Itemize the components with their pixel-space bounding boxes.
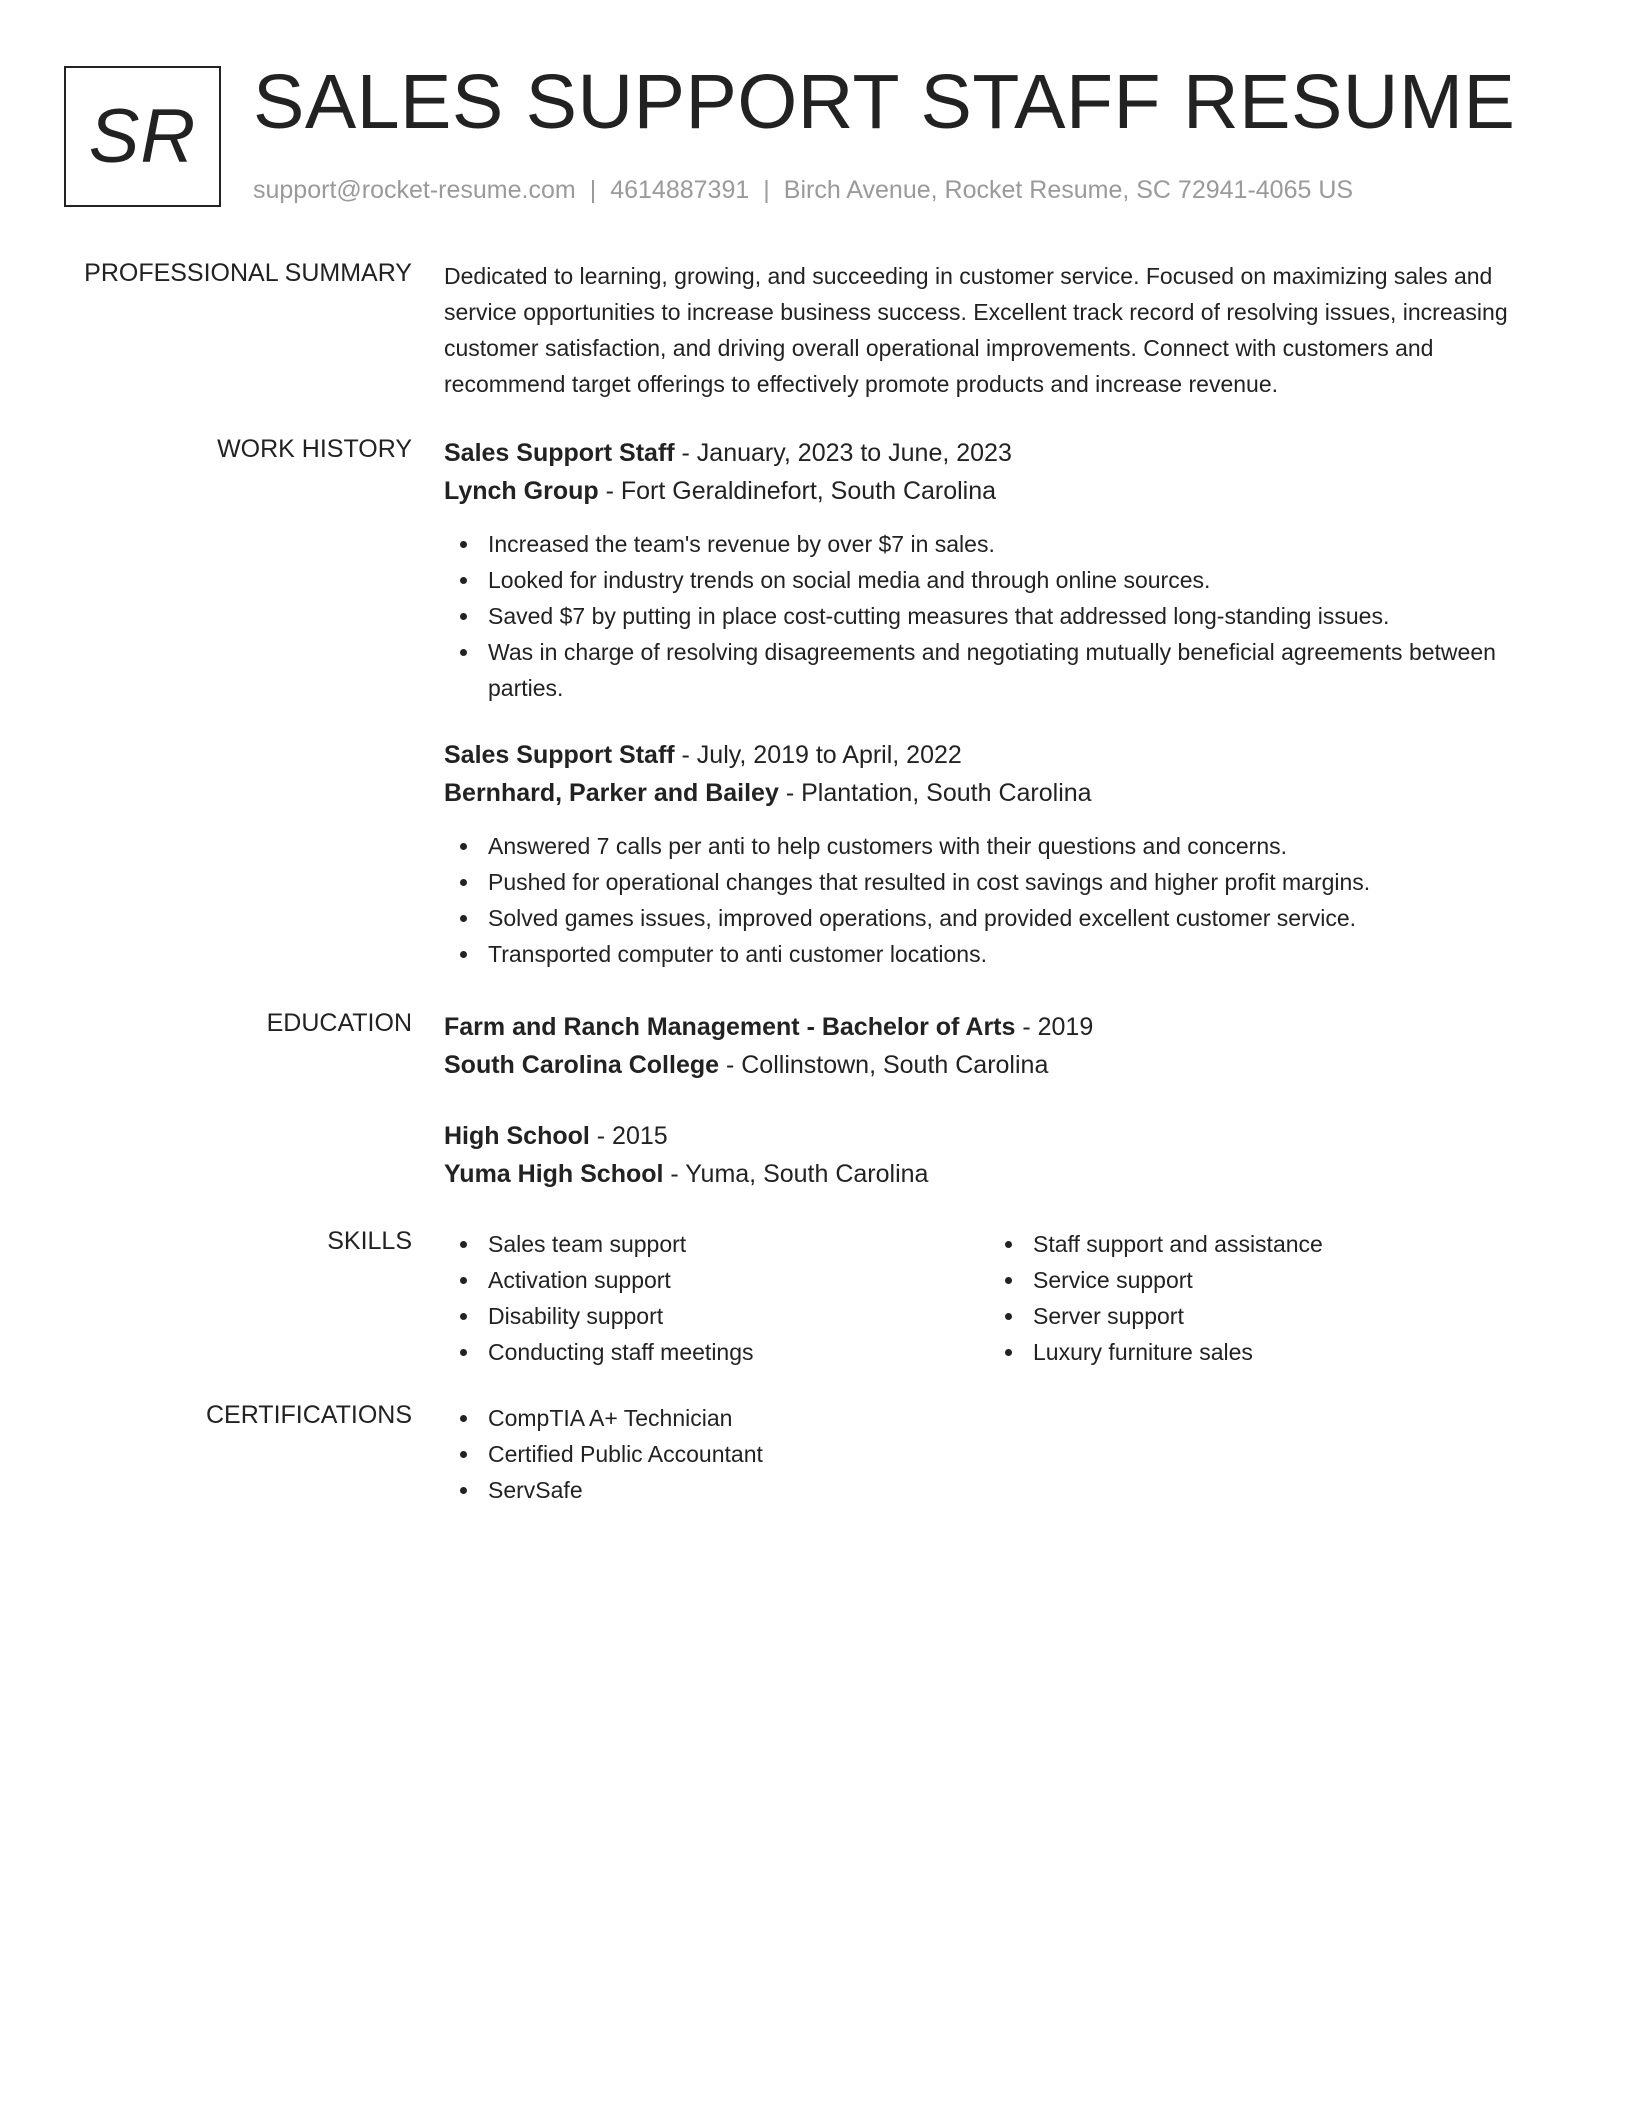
bullet-text: Answered 7 calls per anti to help customers with their questions and concerns. bbox=[488, 833, 1288, 859]
job-company-line bbox=[444, 774, 1524, 812]
job-title: Sales Support Staff bbox=[444, 439, 675, 467]
list-item bbox=[444, 1262, 754, 1298]
monogram-logo bbox=[64, 66, 221, 207]
school-line bbox=[444, 1046, 1524, 1084]
certification-text: Certified Public Accountant bbox=[488, 1441, 763, 1467]
list-item bbox=[989, 1262, 1323, 1298]
list-item bbox=[444, 864, 1524, 900]
bullet-icon bbox=[460, 1349, 467, 1356]
job-entry bbox=[444, 736, 1524, 972]
job-title: Sales Support Staff bbox=[444, 741, 675, 769]
resume-title: SALES SUPPORT STAFF RESUME bbox=[253, 59, 1516, 145]
bullet-icon bbox=[460, 613, 467, 620]
skill-text: Disability support bbox=[488, 1303, 664, 1329]
job-bullets bbox=[444, 526, 1524, 706]
bullet-icon bbox=[1005, 1277, 1012, 1284]
summary-body bbox=[444, 258, 1524, 402]
bullet-icon bbox=[460, 541, 467, 548]
job-location: - Plantation, South Carolina bbox=[778, 779, 1092, 807]
degree: High School bbox=[444, 1122, 590, 1150]
contact-separator: | bbox=[763, 176, 770, 204]
skills-body bbox=[444, 1226, 1524, 1376]
skill-text: Service support bbox=[1033, 1267, 1193, 1293]
job-bullets bbox=[444, 828, 1524, 972]
list-item bbox=[989, 1226, 1323, 1262]
summary-text: Dedicated to learning, growing, and succeeding in customer service. Focused on maximizing sales and service opportunities to increase business success. Excellent track record of resolving issues, increasing customer satisfaction, and driving overall operational improvements. Connect with customers and recommend target offerings to effectively promote products and increase revenue. bbox=[444, 263, 1508, 397]
job-title-line bbox=[444, 434, 1524, 472]
certification-text: CompTIA A+ Technician bbox=[488, 1405, 733, 1431]
list-item bbox=[989, 1334, 1323, 1370]
contact-phone: 4614887391 bbox=[610, 176, 750, 204]
list-item bbox=[989, 1298, 1323, 1334]
bullet-text: Pushed for operational changes that resulted in cost savings and higher profit margins. bbox=[488, 869, 1371, 895]
list-item bbox=[444, 1400, 1524, 1436]
list-item bbox=[444, 900, 1524, 936]
school-location: - Collinstown, South Carolina bbox=[719, 1051, 1049, 1079]
bullet-icon bbox=[460, 649, 467, 656]
initials: SR bbox=[88, 94, 197, 179]
bullet-icon bbox=[460, 1415, 467, 1422]
education-body bbox=[444, 1008, 1524, 1193]
bullet-icon bbox=[1005, 1349, 1012, 1356]
list-item bbox=[444, 936, 1524, 972]
bullet-icon bbox=[460, 1451, 467, 1458]
job-company: Bernhard, Parker and Bailey bbox=[444, 779, 779, 807]
degree: Farm and Ranch Management - Bachelor of Arts bbox=[444, 1013, 1016, 1041]
school-line bbox=[444, 1155, 1524, 1193]
bullet-icon bbox=[460, 1277, 467, 1284]
bullet-icon bbox=[460, 1313, 467, 1320]
job-dates: - July, 2019 to April, 2022 bbox=[674, 741, 962, 769]
school: Yuma High School bbox=[444, 1160, 664, 1188]
skill-text: Conducting staff meetings bbox=[488, 1339, 754, 1365]
list-item bbox=[444, 828, 1524, 864]
job-company-line bbox=[444, 472, 1524, 510]
skills-heading: SKILLS bbox=[327, 1227, 412, 1255]
skills-list-left bbox=[444, 1226, 754, 1370]
certifications-heading: CERTIFICATIONS bbox=[205, 1401, 412, 1429]
education-entry bbox=[444, 1008, 1524, 1084]
degree-line bbox=[444, 1117, 1524, 1155]
bullet-icon bbox=[460, 915, 467, 922]
skill-text: Activation support bbox=[488, 1267, 671, 1293]
job-company: Lynch Group bbox=[444, 477, 599, 505]
contact-line bbox=[253, 174, 1353, 206]
skill-text: Server support bbox=[1033, 1303, 1184, 1329]
school: South Carolina College bbox=[444, 1051, 720, 1079]
skill-text: Luxury furniture sales bbox=[1033, 1339, 1253, 1365]
contact-email: support@rocket-resume.com bbox=[253, 176, 576, 204]
skill-text: Sales team support bbox=[488, 1231, 687, 1257]
list-item bbox=[444, 1226, 754, 1262]
job-dates: - January, 2023 to June, 2023 bbox=[674, 439, 1012, 467]
list-item bbox=[444, 1436, 1524, 1472]
list-item bbox=[444, 598, 1524, 634]
bullet-icon bbox=[460, 577, 467, 584]
degree-year: - 2019 bbox=[1015, 1013, 1094, 1041]
work-history-heading: WORK HISTORY bbox=[217, 435, 412, 463]
bullet-text: Solved games issues, improved operations, and provided excellent customer service. bbox=[488, 905, 1357, 931]
bullet-text: Increased the team's revenue by over $7 in sales. bbox=[488, 531, 995, 557]
bullet-icon bbox=[1005, 1241, 1012, 1248]
list-item bbox=[444, 562, 1524, 598]
list-item bbox=[444, 1334, 754, 1370]
list-item bbox=[444, 1472, 1524, 1508]
bullet-text: Was in charge of resolving disagreements and negotiating mutually beneficial agreements between parties. bbox=[488, 639, 1496, 701]
work-history-body bbox=[444, 434, 1524, 972]
bullet-icon bbox=[460, 879, 467, 886]
list-item bbox=[444, 634, 1524, 706]
certifications-body bbox=[444, 1400, 1524, 1508]
summary-heading: PROFESSIONAL SUMMARY bbox=[84, 259, 412, 287]
list-item bbox=[444, 1298, 754, 1334]
bullet-text: Looked for industry trends on social media and through online sources. bbox=[488, 567, 1211, 593]
job-location: - Fort Geraldinefort, South Carolina bbox=[598, 477, 997, 505]
bullet-icon bbox=[1005, 1313, 1012, 1320]
bullet-text: Transported computer to anti customer locations. bbox=[488, 941, 987, 967]
certifications-list bbox=[444, 1400, 1524, 1508]
skill-text: Staff support and assistance bbox=[1033, 1231, 1323, 1257]
bullet-text: Saved $7 by putting in place cost-cutting measures that addressed long-standing issues. bbox=[488, 603, 1390, 629]
education-heading: EDUCATION bbox=[266, 1009, 412, 1037]
school-location: - Yuma, South Carolina bbox=[663, 1160, 929, 1188]
skills-list-right bbox=[989, 1226, 1323, 1370]
degree-line bbox=[444, 1008, 1524, 1046]
list-item bbox=[444, 526, 1524, 562]
contact-address: Birch Avenue, Rocket Resume, SC 72941-4065 US bbox=[783, 176, 1354, 204]
certification-text: ServSafe bbox=[488, 1477, 583, 1503]
contact-separator: | bbox=[589, 176, 597, 204]
degree-year: - 2015 bbox=[589, 1122, 668, 1150]
bullet-icon bbox=[460, 1241, 467, 1248]
bullet-icon bbox=[460, 843, 467, 850]
job-title-line bbox=[444, 736, 1524, 774]
bullet-icon bbox=[460, 1487, 467, 1494]
bullet-icon bbox=[460, 951, 467, 958]
job-entry bbox=[444, 434, 1524, 706]
education-entry bbox=[444, 1117, 1524, 1193]
